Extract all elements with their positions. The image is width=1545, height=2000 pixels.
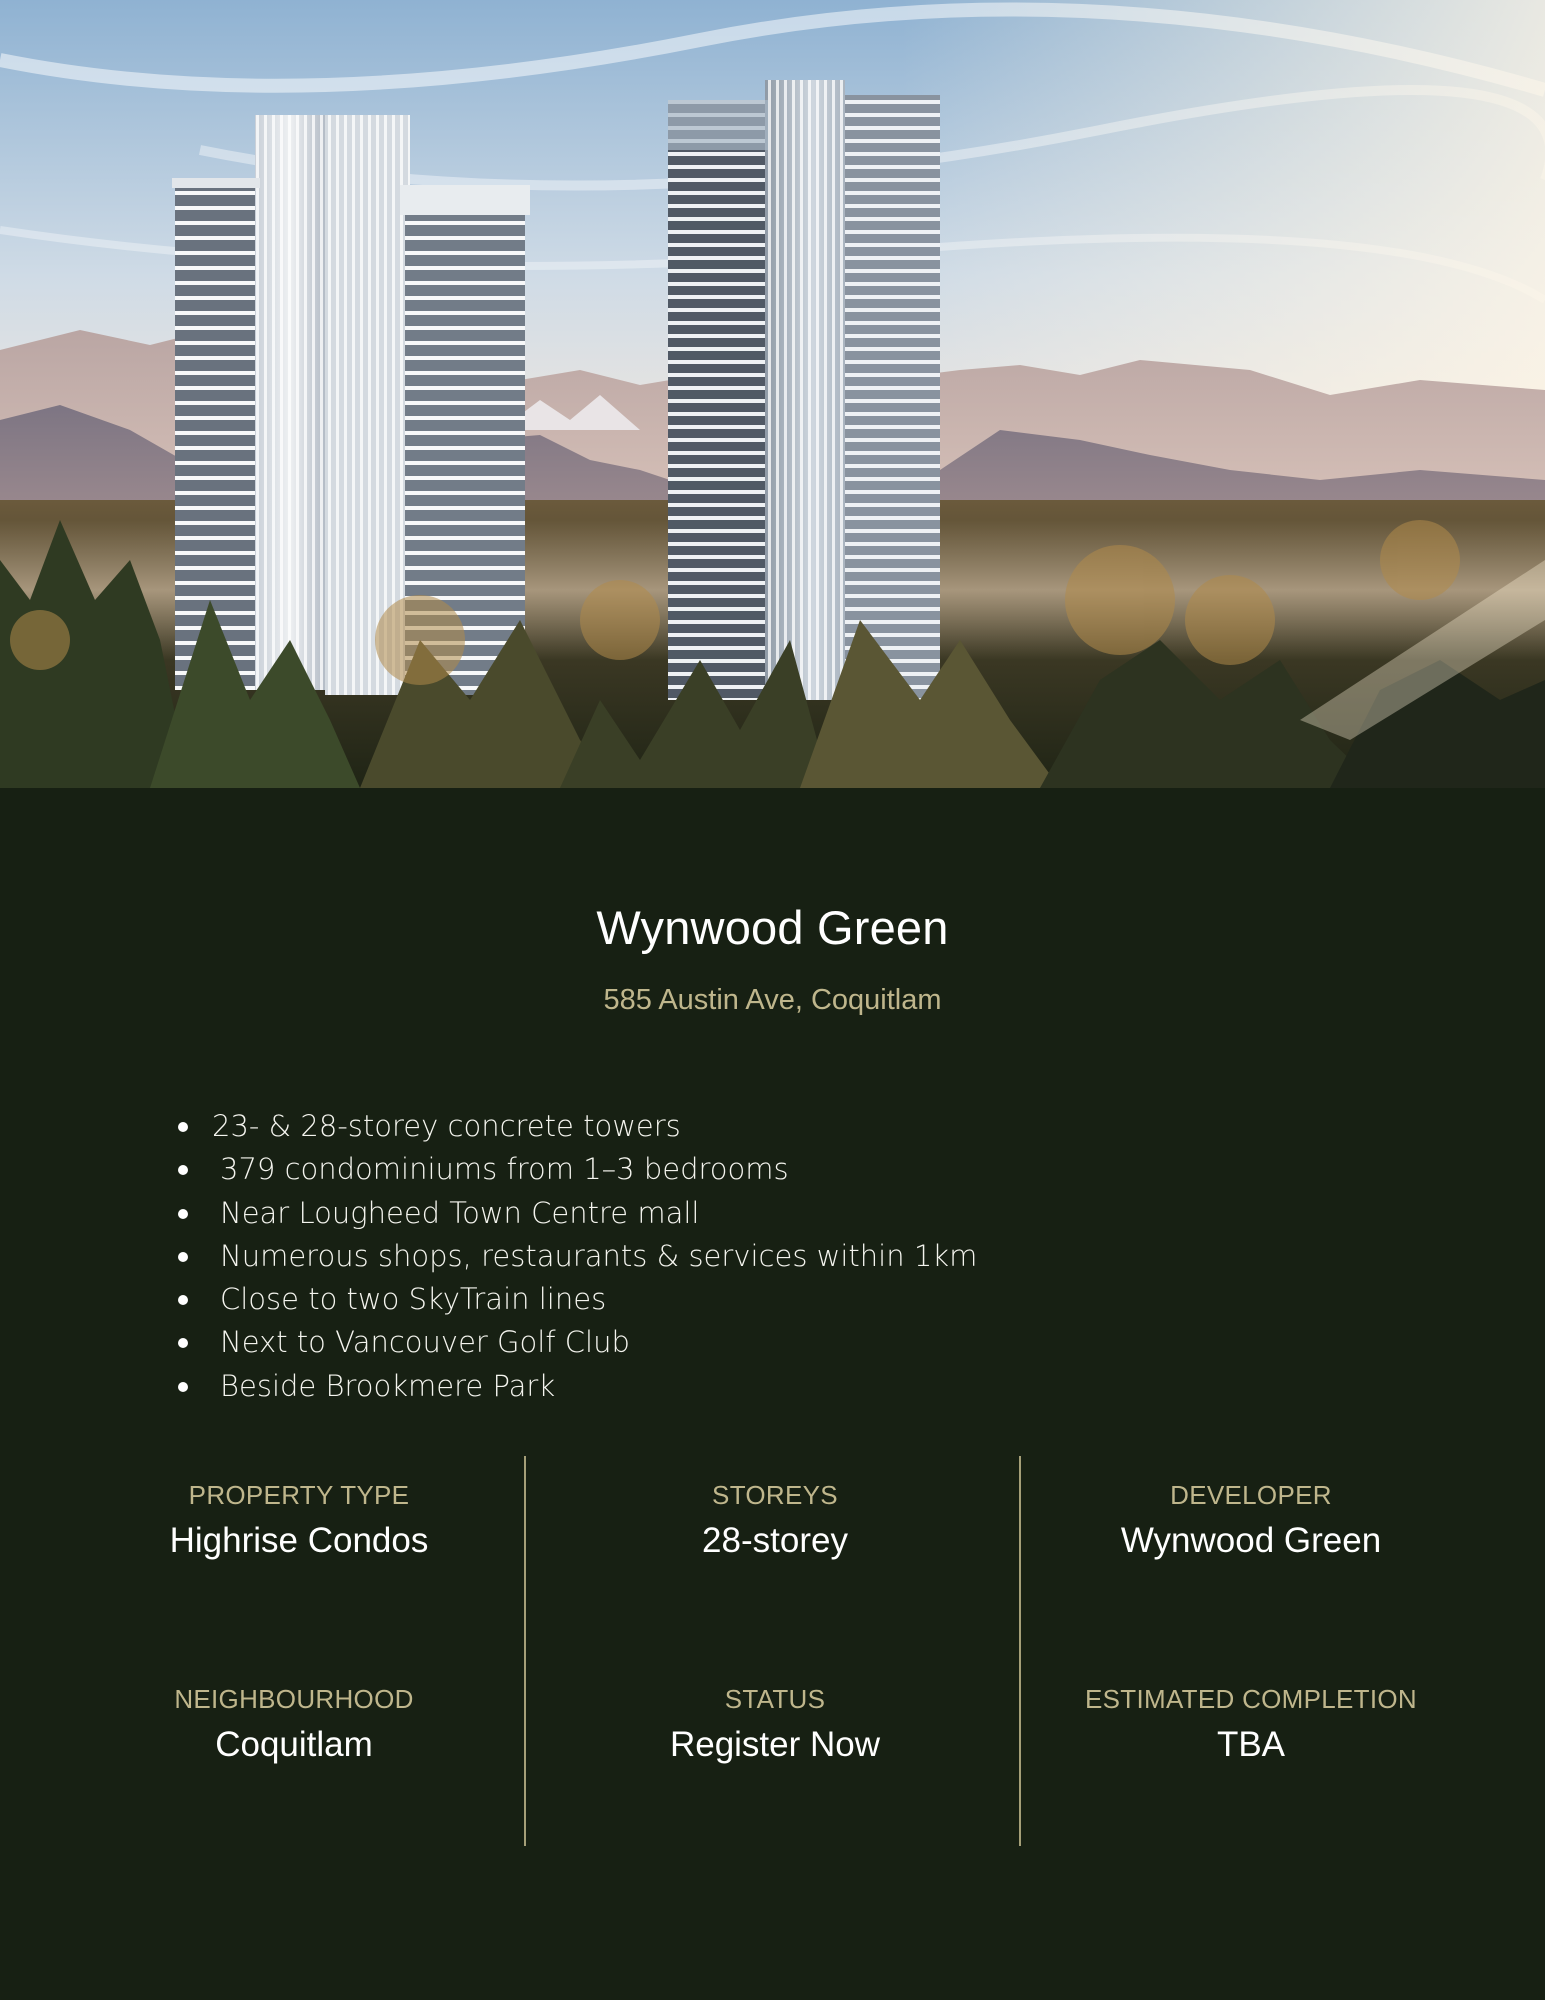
feature-item (178, 1235, 977, 1278)
bullet-icon (178, 1382, 188, 1392)
detail-label: STOREYS (712, 1480, 838, 1510)
detail-value: Coquitlam (215, 1725, 373, 1764)
feature-list (178, 1105, 977, 1408)
detail-property-type (59, 1480, 539, 1561)
detail-value: TBA (1216, 1725, 1286, 1764)
detail-label: NEIGHBOURHOOD (174, 1684, 414, 1714)
detail-value: 28-storey (702, 1521, 848, 1560)
feature-item (178, 1365, 977, 1408)
detail-label: DEVELOPER (1170, 1480, 1332, 1510)
bullet-icon (178, 1165, 188, 1175)
feature-text: Close to two SkyTrain lines (220, 1282, 607, 1317)
detail-value: Wynwood Green (1120, 1521, 1382, 1560)
bullet-icon (178, 1122, 188, 1132)
detail-developer (1011, 1480, 1491, 1561)
feature-item (178, 1192, 977, 1235)
detail-status (535, 1684, 1015, 1765)
feature-text: 379 condominiums from 1–3 bedrooms (220, 1152, 789, 1187)
detail-label: PROPERTY TYPE (188, 1480, 410, 1510)
feature-text: 23- & 28-storey concrete towers (212, 1109, 681, 1143)
feature-item (178, 1278, 977, 1321)
project-address: 585 Austin Ave, Coquitlam (603, 984, 942, 1016)
detail-value: Register Now (669, 1725, 881, 1764)
detail-label: ESTIMATED COMPLETION (1085, 1684, 1417, 1714)
bullet-icon (178, 1209, 188, 1219)
feature-text: Next to Vancouver Golf Club (220, 1325, 630, 1360)
project-title: Wynwood Green (596, 901, 949, 954)
feature-item (178, 1321, 977, 1364)
detail-value: Highrise Condos (169, 1521, 429, 1560)
feature-item (178, 1105, 977, 1148)
detail-storeys (535, 1480, 1015, 1561)
bullet-icon (178, 1252, 188, 1262)
detail-label: STATUS (724, 1684, 826, 1714)
hero-rendering-image (0, 0, 1545, 788)
feature-text: Numerous shops, restaurants & services within 1km (220, 1238, 978, 1273)
bullet-icon (178, 1295, 188, 1305)
detail-estimated-completion (1011, 1684, 1491, 1765)
bullet-icon (178, 1338, 188, 1348)
feature-text: Near Lougheed Town Centre mall (220, 1195, 700, 1230)
detail-neighbourhood (54, 1684, 534, 1765)
feature-text: Beside Brookmere Park (220, 1368, 556, 1403)
feature-item (178, 1148, 977, 1191)
project-details-grid (0, 1456, 1545, 1846)
